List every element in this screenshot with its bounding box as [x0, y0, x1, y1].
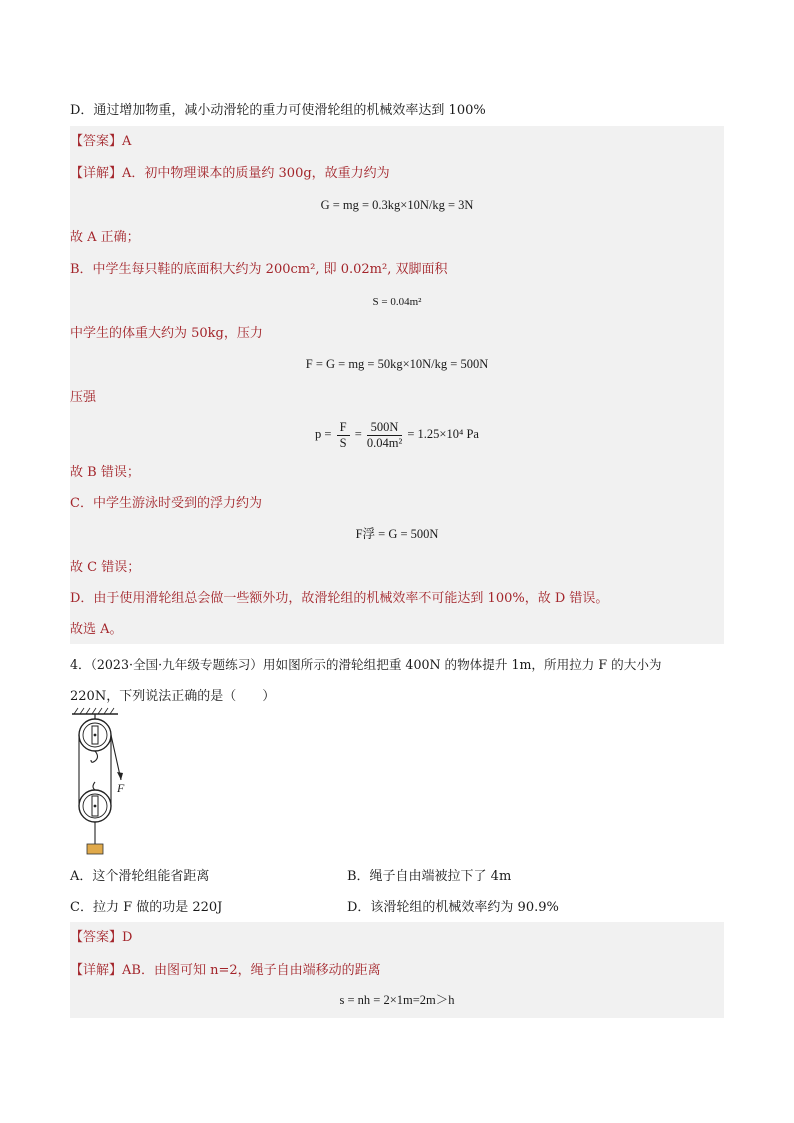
detail-a-text: A．初中物理课本的质量约 300g，故重力约为	[122, 166, 390, 181]
option-d: D．该滑轮组的机械效率约为 90.9%	[347, 900, 559, 915]
q4-detail-ab	[70, 962, 724, 980]
equation-buoyancy: F浮 = G = 500N	[355, 527, 439, 541]
detail-tag: 【详解】	[70, 166, 123, 181]
q4-stem-line1: 4．（2023·全国·九年级专题练习）用如图所示的滑轮组把重 400N 的物体提升 1m，所用拉力 F 的大小为	[70, 657, 662, 672]
equation-area: S = 0.04m²	[372, 296, 422, 308]
q3-detail-a	[70, 165, 724, 183]
answer-tag: 【答案】	[70, 930, 123, 945]
q3-answer	[70, 133, 724, 151]
final-answer: 故选 A。	[70, 622, 123, 637]
fraction-values: $\frac{500N}{\text{0.04m²}}$	[366, 419, 403, 450]
option-c: C．拉力 F 做的功是 220J	[70, 900, 223, 915]
fraction-f-over-s: $\frac{F}{S}$	[337, 420, 350, 451]
equation-distance: s = nh = 2×1m=2m＞h	[339, 993, 455, 1007]
option-a: A．这个滑轮组能省距离	[70, 869, 210, 884]
load-block	[87, 844, 103, 854]
conclusion-b: 故 B 错误；	[70, 465, 140, 480]
option-d-previous: D．通过增加物重，减小动滑轮的重力可使滑轮组的机械效率达到 100%	[70, 103, 486, 118]
answer-value: D	[122, 930, 133, 945]
detail-tag: 【详解】	[70, 963, 123, 978]
weight-text: 中学生的体重大约为 50kg，压力	[70, 326, 263, 341]
q3-detail-d: D．由于使用滑轮组总会做一些额外功，故滑轮组的机械效率不可能达到 100%，故 D 错误。	[70, 591, 609, 606]
answer-value: A	[122, 134, 132, 149]
equation-gravity: G = mg = 0.3kg×10N/kg = 3N	[320, 198, 474, 212]
option-b: B．绳子自由端被拉下了 4m	[347, 869, 512, 884]
q3-detail-c: C．中学生游泳时受到的浮力约为	[70, 496, 262, 511]
conclusion-c: 故 C 错误；	[70, 560, 141, 575]
force-label: F	[117, 781, 125, 795]
q4-stem-line2: 220N，下列说法正确的是（ ）	[70, 689, 276, 704]
equation-pressure: p = $\frac{F}{S}$ = $\frac{500N}{\text{0.04m²}}$ = 1.25×10⁴ Pa	[315, 419, 479, 450]
detail-ab-text: AB．由图可知 n=2，绳子自由端移动的距离	[122, 963, 381, 978]
q4-answer	[70, 929, 724, 947]
pulley-system-figure	[70, 706, 130, 856]
equation-force: F = G = mg = 50kg×10N/kg = 500N	[305, 357, 489, 371]
conclusion-a: 故 A 正确；	[70, 230, 140, 245]
answer-tag: 【答案】	[70, 134, 123, 149]
pressure-label: 压强	[70, 390, 97, 405]
q3-detail-b: B．中学生每只鞋的底面积大约为 200cm², 即 0.02m², 双脚面积	[70, 262, 448, 277]
